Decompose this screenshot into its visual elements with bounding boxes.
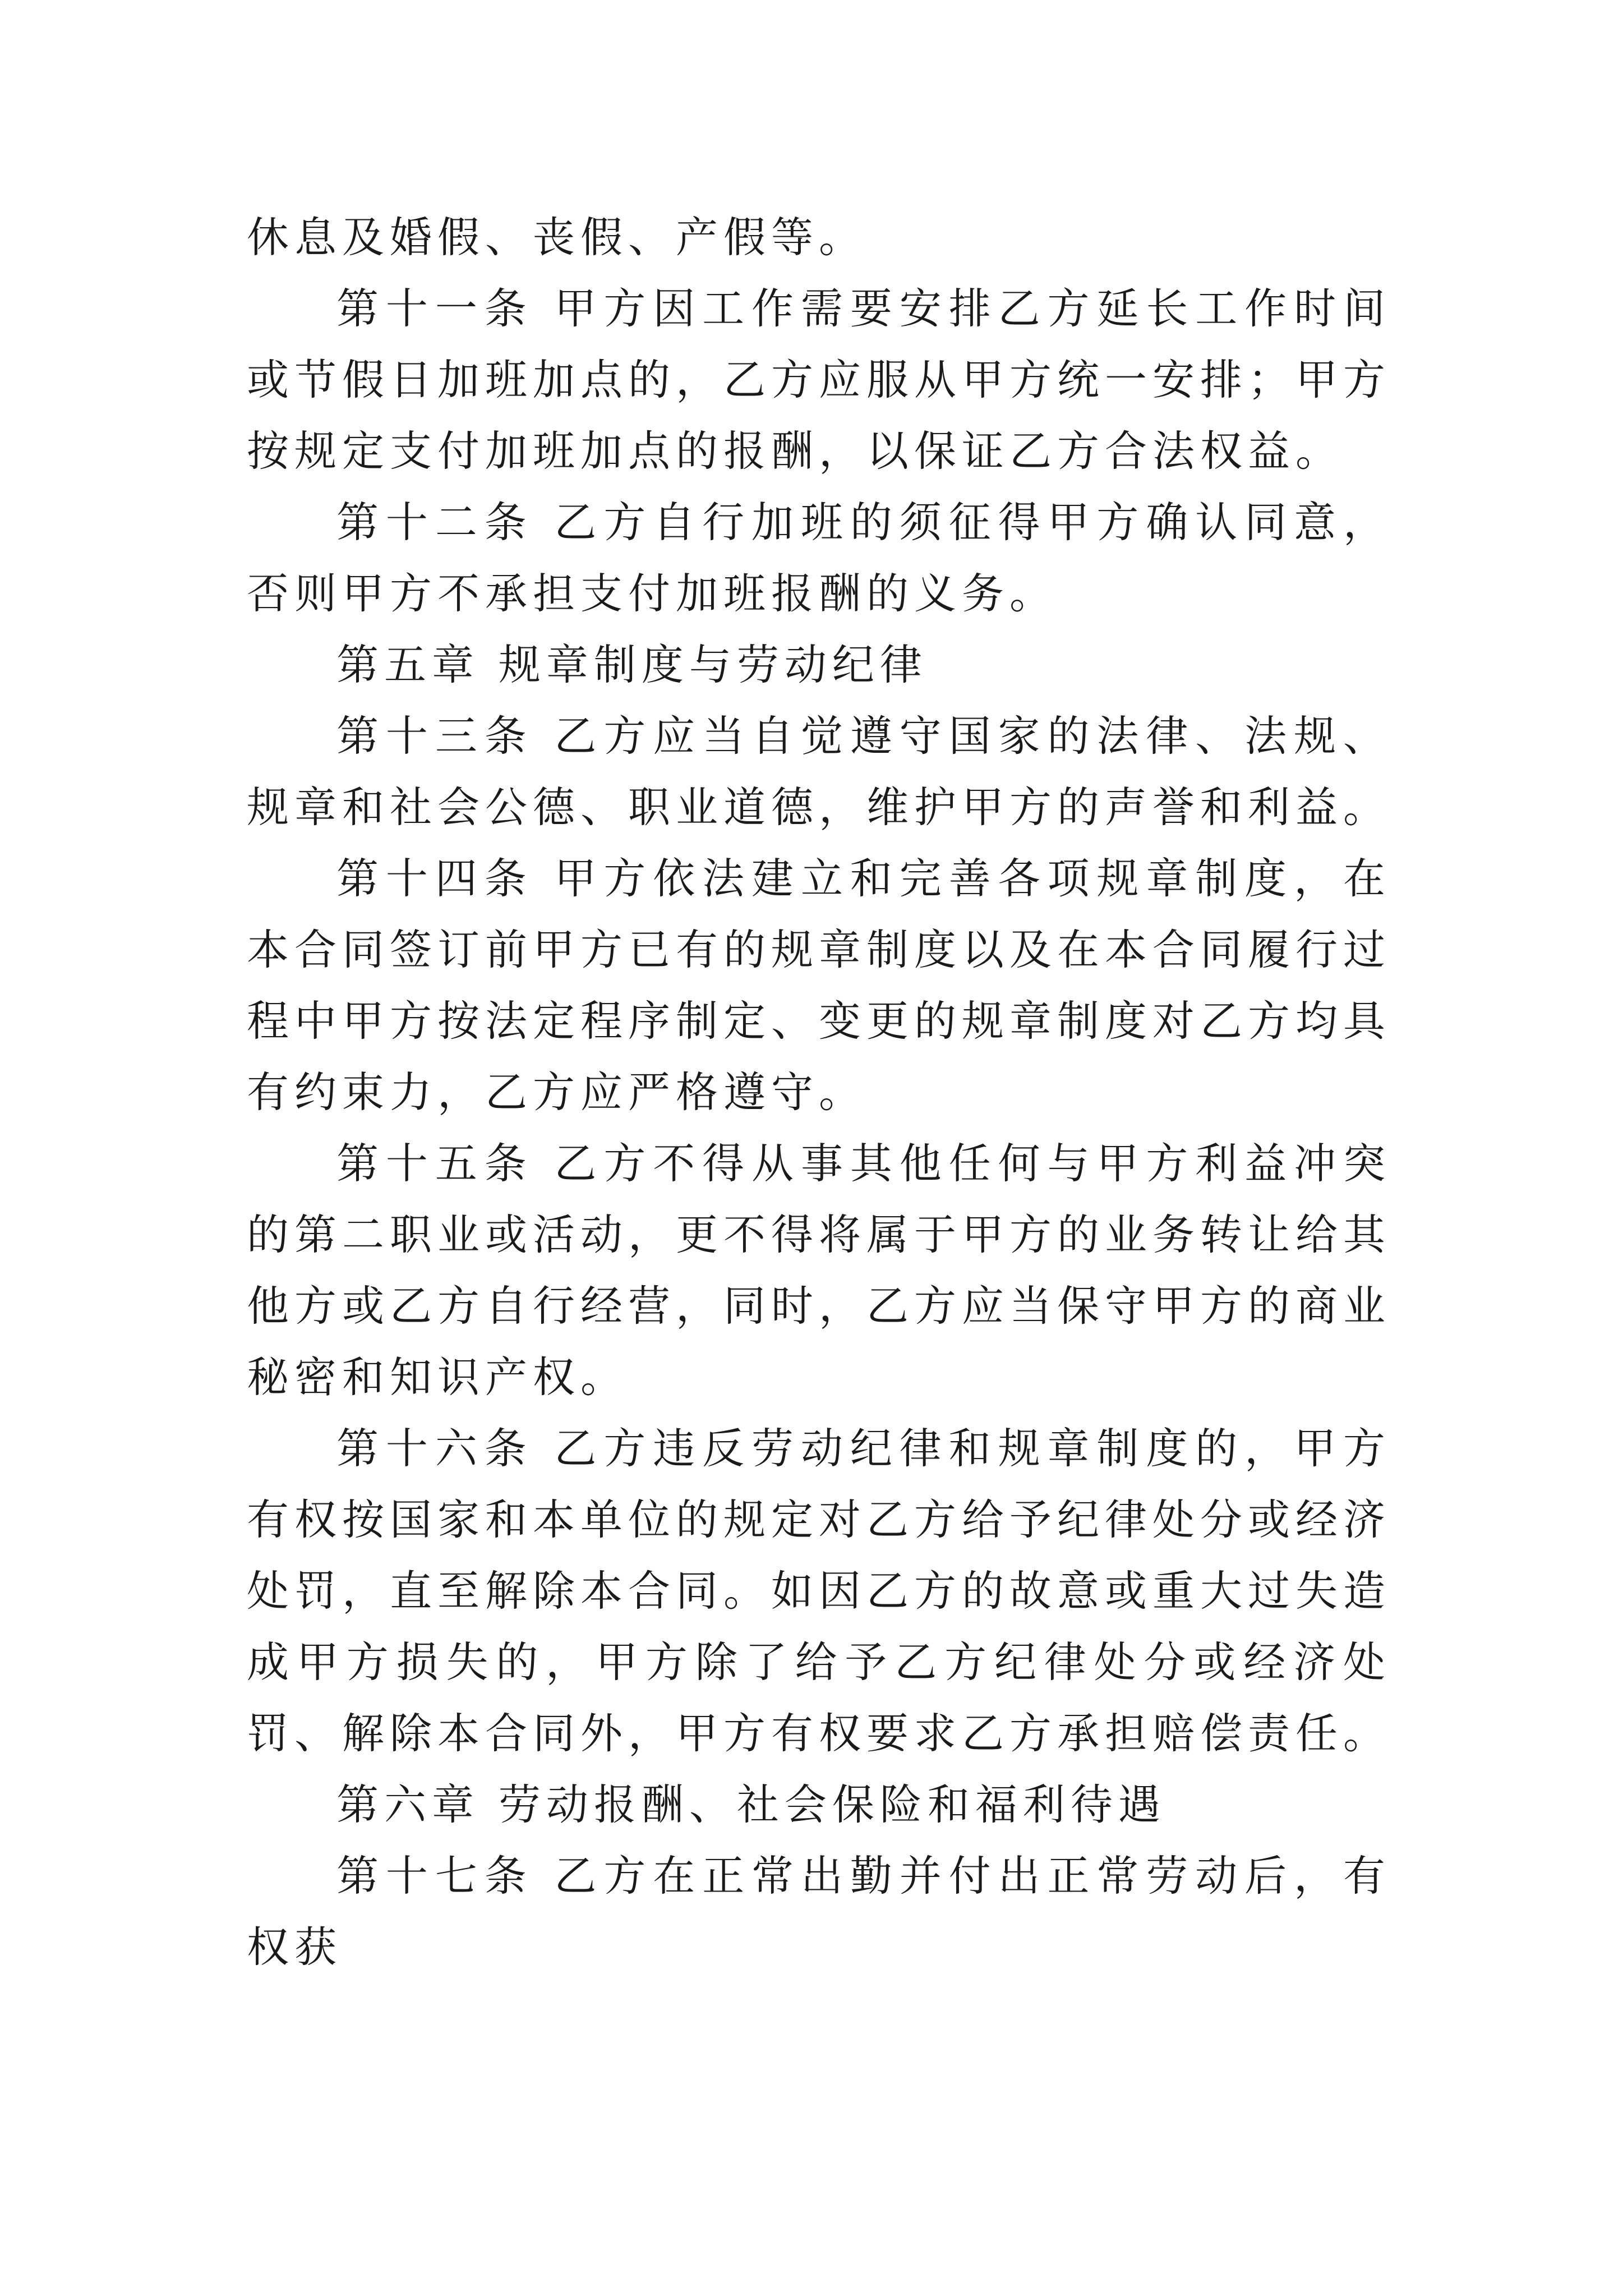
chapter-6-heading: 第六章 劳动报酬、社会保险和福利待遇 xyxy=(336,1780,1166,1829)
document-body xyxy=(247,202,1391,1983)
article-15: 第十五条 乙方不得从事其他任何与甲方利益冲突的第二职业或活动，更不得将属于甲方的业务转让给其他方或乙方自行经营，同时，乙方应当保守甲方的商业秘密和知识产权。 xyxy=(247,1139,1391,1402)
article-11: 第十一条 甲方因工作需要安排乙方延长工作时间或节假日加班加点的，乙方应服从甲方统一安排；甲方按规定支付加班加点的报酬，以保证乙方合法权益。 xyxy=(247,284,1391,476)
article-16: 第十六条 乙方违反劳动纪律和规章制度的，甲方有权按国家和本单位的规定对乙方给予纪律处分或经济处罚，直至解除本合同。如因乙方的故意或重大过失造成甲方损失的，甲方除了给予乙方纪律处分或经济处罚、解除本合同外，甲方有权要求乙方承担赔偿责任。 xyxy=(247,1424,1391,1758)
paragraph-continuation: 休息及婚假、丧假、产假等。 xyxy=(247,213,867,262)
article-13: 第十三条 乙方应当自觉遵守国家的法律、法规、规章和社会公德、职业道德，维护甲方的声誉和利益。 xyxy=(247,711,1391,832)
article-12: 第十二条 乙方自行加班的须征得甲方确认同意，否则甲方不承担支付加班报酬的义务。 xyxy=(247,498,1391,618)
article-14: 第十四条 甲方依法建立和完善各项规章制度，在本合同签订前甲方已有的规章制度以及在本合同履行过程中甲方按法定程序制定、变更的规章制度对乙方均具有约束力，乙方应严格遵守。 xyxy=(247,854,1391,1117)
article-17: 第十七条 乙方在正常出勤并付出正常劳动后，有权获 xyxy=(247,1851,1391,1972)
chapter-5-heading: 第五章 规章制度与劳动纪律 xyxy=(336,640,928,689)
